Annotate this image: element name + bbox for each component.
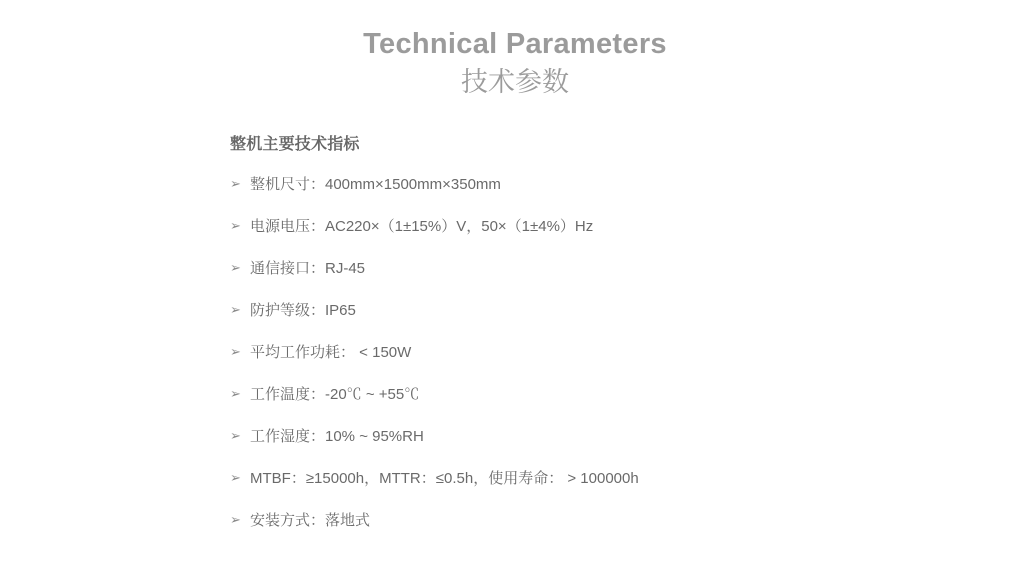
spec-list (230, 176, 1030, 530)
arrow-bullet-icon: ➢ (230, 469, 241, 485)
section-heading: 整机主要技术指标 (230, 135, 360, 153)
list-item (230, 302, 1030, 320)
list-item (230, 176, 1030, 194)
spec-item-text: 整机尺寸：400mm×1500mm×350mm (250, 175, 501, 193)
list-item (230, 218, 1030, 236)
list-item (230, 344, 1030, 362)
page-header (0, 0, 1030, 101)
spec-item-text: 工作温度：-20℃ ~ +55℃ (250, 385, 420, 403)
spec-content (0, 101, 1030, 530)
arrow-bullet-icon: ➢ (230, 217, 241, 233)
arrow-bullet-icon: ➢ (230, 343, 241, 359)
page-title-chinese: 技术参数 (461, 67, 569, 98)
list-item (230, 470, 1030, 488)
list-item (230, 512, 1030, 530)
spec-item-text: 通信接口：RJ-45 (250, 259, 366, 277)
spec-item-text: MTBF：≥15000h，MTTR：≤0.5h，使用寿命： > 100000h (250, 469, 639, 487)
arrow-bullet-icon: ➢ (230, 259, 241, 275)
arrow-bullet-icon: ➢ (230, 175, 241, 191)
spec-item-text: 电源电压：AC220×（1±15%）V，50×（1±4%）Hz (250, 217, 594, 235)
list-item (230, 260, 1030, 278)
spec-item-text: 工作湿度：10% ~ 95%RH (250, 427, 424, 445)
spec-item-text: 平均工作功耗： < 150W (250, 343, 412, 361)
spec-item-text: 安装方式：落地式 (250, 511, 371, 529)
spec-item-text: 防护等级：IP65 (250, 301, 356, 319)
arrow-bullet-icon: ➢ (230, 385, 241, 401)
list-item (230, 386, 1030, 404)
page-title-english: Technical Parameters (363, 28, 667, 60)
arrow-bullet-icon: ➢ (230, 301, 241, 317)
arrow-bullet-icon: ➢ (230, 427, 241, 443)
list-item (230, 428, 1030, 446)
arrow-bullet-icon: ➢ (230, 511, 241, 527)
